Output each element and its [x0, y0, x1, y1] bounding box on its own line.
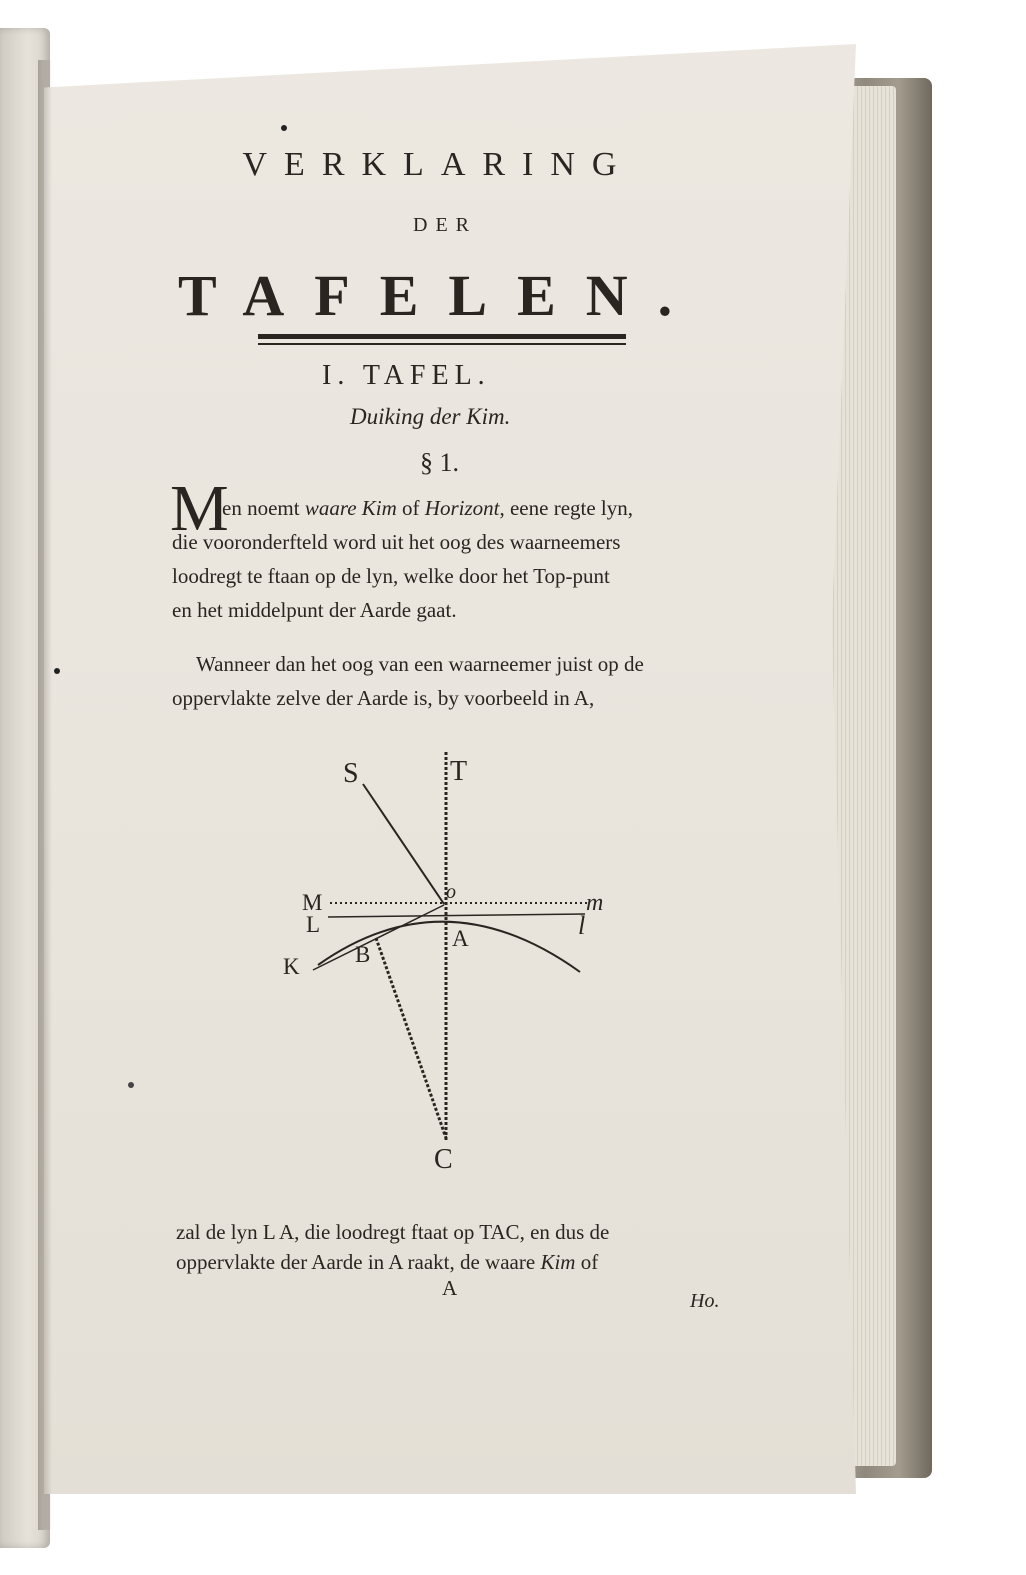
para3-l2-a: oppervlakte der Aarde in A raakt, de waare [176, 1250, 541, 1274]
paragraph-mark: § 1. [420, 448, 459, 477]
para1-l1-a: en noemt [222, 496, 305, 520]
title-verklaring: VERKLARING [242, 146, 634, 183]
signature-mark: A [442, 1276, 458, 1300]
section-heading: I. TAFEL. [322, 360, 491, 391]
label-s: S [343, 758, 359, 789]
para1-l1-b: waare Kim [304, 496, 397, 520]
para2-line1: Wanneer dan het oog van een waarneemer juist op de [196, 652, 644, 676]
label-c: C [434, 1144, 453, 1175]
title-der: DER [413, 214, 477, 236]
label-t: T [450, 756, 468, 787]
catchword: Ho. [690, 1290, 720, 1312]
title-tafelen: TAFELEN. [178, 263, 703, 328]
para1-l1-c: of [396, 496, 425, 520]
para1-l1-d: Horizont [424, 496, 500, 520]
para3-l2-c: of [575, 1250, 599, 1274]
line-k-o [313, 905, 444, 970]
label-l-upper: L [306, 912, 321, 937]
label-k: K [283, 954, 300, 979]
para3-l2-b: Kim [540, 1250, 576, 1274]
label-a: A [452, 926, 469, 951]
para1-line4: en het middelpunt der Aarde gaat. [172, 598, 457, 622]
line-b-c [376, 938, 446, 1138]
para1-line3: loodregt te ftaan op de lyn, welke door het Top-punt [172, 564, 610, 588]
para1-l1-e: , eene regte lyn, [499, 496, 634, 520]
para3-line1: zal de lyn L A, die loodregt ftaat op TAC, en dus de [176, 1220, 610, 1244]
line-l-l [328, 914, 585, 917]
para1-line2: die vooronderfteld word uit het oog des waarneemers [172, 530, 621, 554]
para3-line2 [176, 1250, 598, 1275]
para2-line2: oppervlakte zelve der Aarde is, by voorbeeld in A, [172, 686, 595, 710]
section-subtitle: Duiking der Kim. [350, 404, 511, 429]
line-s-o [363, 784, 444, 904]
label-b: B [355, 942, 371, 967]
label-l-lower: l [578, 911, 586, 940]
label-m-upper: M [302, 890, 323, 915]
label-m-lower: m [586, 890, 604, 916]
drop-cap: M [170, 472, 229, 545]
label-o: o [446, 881, 456, 903]
